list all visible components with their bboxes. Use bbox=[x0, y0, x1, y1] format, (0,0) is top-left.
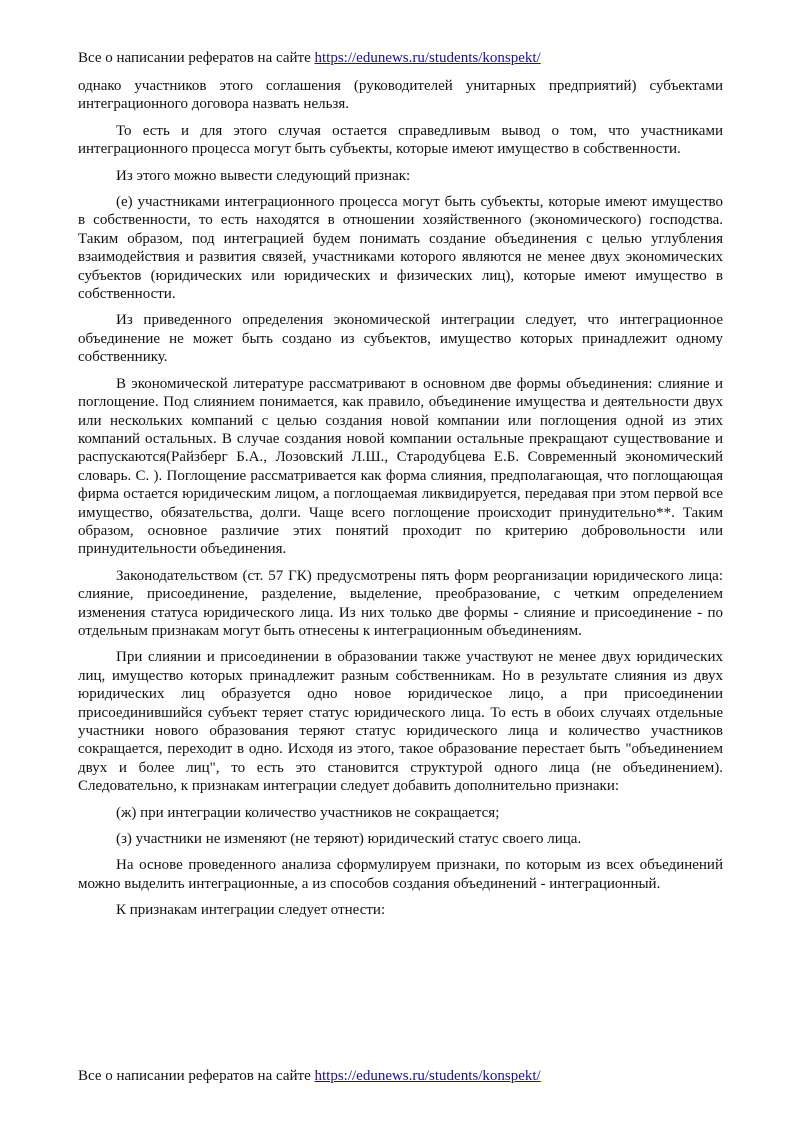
paragraph: К признакам интеграции следует отнести: bbox=[116, 902, 386, 919]
paragraph-criterion-e: (е) участниками интеграционного процесса могут быть субъекты, которые имеют имущество в собственности, то есть находятся в отношении хозяйственного (экономического) господства. Таким образом, под интеграцией будем понимать создание объединения с целью углубления взаимодействия и развития связей, участниками которого являются не менее двух экономических субъектов (юридических или юридических и физических лиц), которые имеют имущество в собственности. bbox=[78, 194, 723, 303]
paragraph: В экономической литературе рассматривают в основном две формы объединения: слияние и поглощение. Под слиянием понимается, как правило, объединение имущества и деятельности двух или нескольких компаний с целью создания новой компании или поглощения одной из этих компаний остальных. В случае создания новой компании остальные прекращают существование и распускаются(Райзберг Б.А., Лозовский Л.Ш., Стародубцева Е.Б. Современный экономический словарь. С. ). Поглощение рассматривается как форма слияния, предполагающая, что поглощающая фирма остается юридическим лицом, а поглощаемая ликвидируется, передавая при этом первой все имущество, обязательства, долги. Чаще всего поглощение происходит принудительно**. Таким образом, основное различие этих понятий проходит по критерию добровольности или принудительности объединения. bbox=[78, 375, 723, 558]
paragraph-criterion-z: (з) участники не изменяют (не теряют) юридический статус своего лица. bbox=[116, 831, 582, 848]
paragraph: Из этого можно вывести следующий признак: bbox=[116, 167, 411, 184]
paragraph-criterion-zh: (ж) при интеграции количество участников не сокращается; bbox=[116, 804, 500, 821]
page-footer bbox=[78, 1067, 722, 1085]
header-text: Все о написании рефератов на сайте bbox=[78, 50, 315, 66]
paragraph: При слиянии и присоединении в образовании также участвуют не менее двух юридических лиц, имущество которых принадлежит разным собственникам. Но в результате слияния из двух юридических лиц образуется одно новое юридическое лицо, а при присоединении присоединившийся субъект теряет статус юридического лица. То есть в обоих случаях отдельные участники нового образования теряют статус юридического лица и количество участников сокращается, переходит в одно. Исходя из этого, такое образование перестает быть "объединением двух и более лиц", то есть это становится структурой одного лица (не объединением). Следовательно, к признакам интеграции следует добавить дополнительно признаки: bbox=[78, 649, 723, 795]
document-body bbox=[78, 77, 723, 928]
paragraph: Законодательством (ст. 57 ГК) предусмотрены пять форм реорганизации юридического лица: слияние, присоединение, разделение, выделение, преобразование, с четким определением изменения статуса юридического лица. Из них только две формы - слияние и присоединение - по отдельным признакам могут быть отнесены к интеграционным объединениям. bbox=[78, 567, 723, 639]
header-link[interactable]: https://edunews.ru/students/konspekt/ bbox=[314, 50, 541, 66]
page-header bbox=[78, 49, 722, 67]
footer-text: Все о написании рефератов на сайте bbox=[78, 1068, 315, 1084]
paragraph-continuation: однако участников этого соглашения (руководителей унитарных предприятий) субъектами интеграционного договора назвать нельзя. bbox=[78, 78, 723, 113]
paragraph: На основе проведенного анализа сформулируем признаки, по которым из всех объединений можно выделить интеграционные, а из способов создания объединений - интеграционный. bbox=[78, 857, 723, 892]
paragraph: Из приведенного определения экономической интеграции следует, что интеграционное объединение не может быть создано из субъектов, имущество которых принадлежит одному собственнику. bbox=[78, 312, 723, 366]
paragraph: То есть и для этого случая остается справедливым вывод о том, что участниками интеграционного процесса могут быть субъекты, которые имеют имущество в собственности. bbox=[78, 122, 723, 158]
footer-link[interactable]: https://edunews.ru/students/konspekt/ bbox=[314, 1068, 541, 1084]
